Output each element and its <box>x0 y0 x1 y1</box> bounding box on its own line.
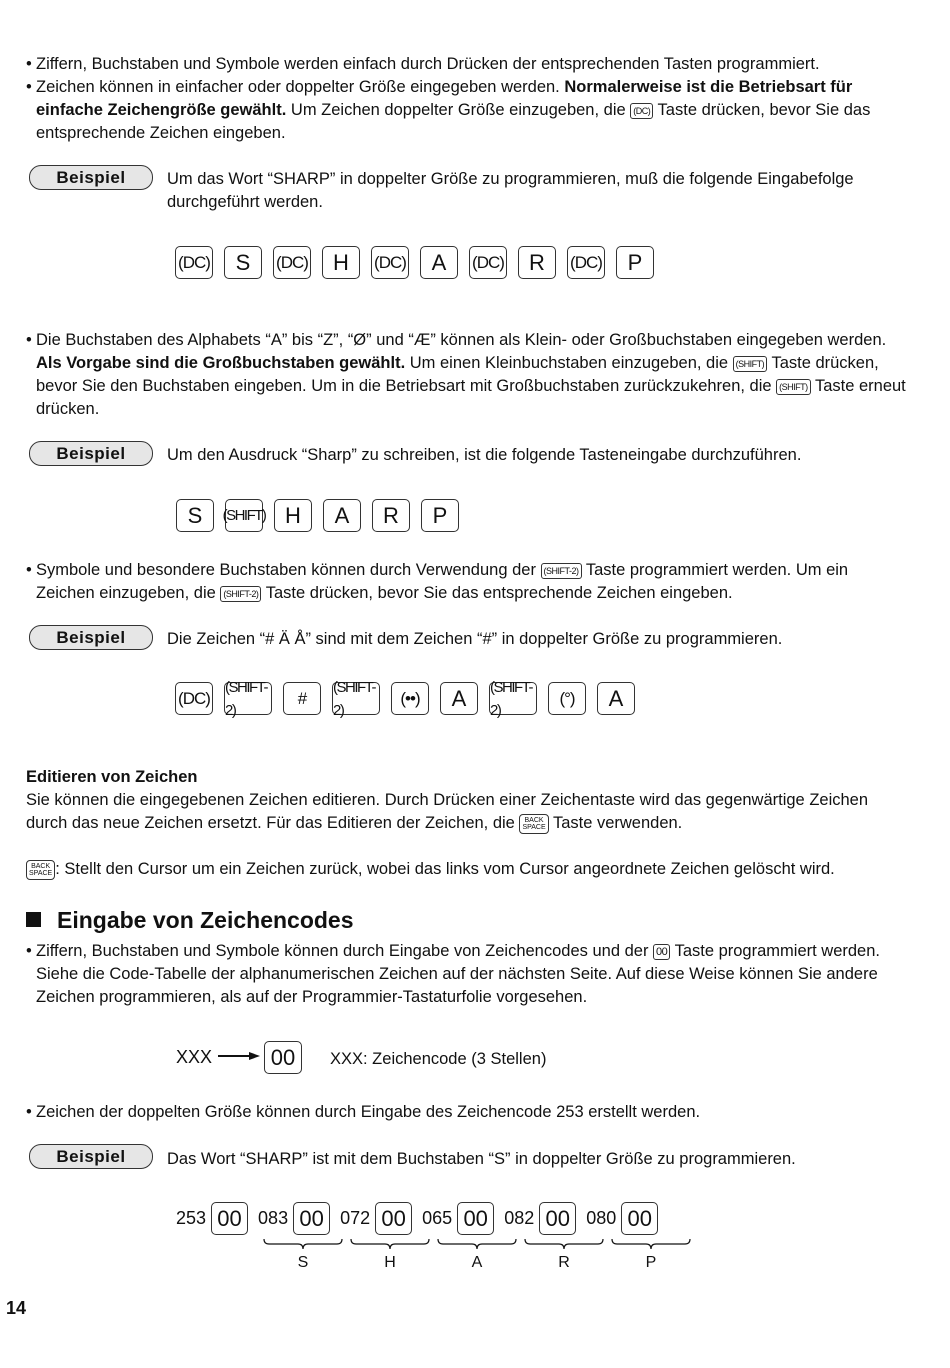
section-title: Eingabe von Zeichencodes <box>26 906 354 934</box>
code-number: 080 <box>586 1208 617 1228</box>
key: (SHIFT-2) <box>332 682 380 715</box>
key: (SHIFT-2) <box>489 682 537 715</box>
key: # <box>283 682 321 715</box>
backspace-description: BACK SPACE : Stellt den Cursor um ein Zeichen zurück, wobei das links vom Cursor angeordnete Zeichen gelöscht wird. <box>26 858 906 881</box>
brace-letter: P <box>645 1254 657 1271</box>
example-badge: Beispiel <box>29 165 153 190</box>
brace-icon <box>524 1238 604 1250</box>
shift2-key-icon: (SHIFT-2) <box>220 586 261 602</box>
key-sequence <box>175 246 665 279</box>
key: A <box>323 499 361 532</box>
key: 00 <box>264 1041 302 1074</box>
key: S <box>224 246 262 279</box>
xxx-description: XXX: Zeichencode (3 Stellen) <box>330 1050 547 1068</box>
code-item <box>258 1202 330 1235</box>
key: P <box>616 246 654 279</box>
example-text: Um den Ausdruck “Sharp” zu schreiben, ist die folgende Tasteneingabe durchzuführen. <box>167 446 802 464</box>
key: (DC) <box>371 246 409 279</box>
example-badge: Beispiel <box>29 441 153 466</box>
shift2-key-icon: (SHIFT-2) <box>541 563 582 579</box>
bullet-text: • Ziffern, Buchstaben und Symbole können durch Eingabe von Zeichencodes und der 00 Taste programmiert werden. Siehe die Code-Tabelle der alphanumerischen Zeichen auf der nächsten Seite. Auf diese Weise können Sie andere Zeichen programmieren, als auf der Programmier-Tastaturfolie vorgesehen. <box>26 940 906 1009</box>
key: A <box>440 682 478 715</box>
brace-letter: S <box>297 1254 309 1271</box>
page-number: 14 <box>6 1298 27 1318</box>
key: S <box>176 499 214 532</box>
key: 00 <box>211 1202 248 1235</box>
key: (°) <box>548 682 586 715</box>
code-item <box>340 1202 412 1235</box>
key: (DC) <box>175 246 213 279</box>
key: 00 <box>293 1202 330 1235</box>
bullet-text: • Die Buchstaben des Alphabets “A” bis “Z”, “Ø” und “Æ” können als Klein- oder Großbuchstaben eingegeben werden. Als Vorgabe sind die Großbuchstaben gewählt. Um einen Kleinbuchstaben einzugeben, die (SHIFT) Taste drücken, bevor Sie den Buchstaben eingeben. Um in die Betriebsart mit Großbuchstaben zurückzukehren, die (SHIFT) Taste erneut drücken. <box>26 329 906 421</box>
bullet-text: • Symbole und besondere Buchstaben können durch Verwendung der (SHIFT-2) Taste programmiert werden. Um ein Zeichen einzugeben, die (SHIFT-2) Taste drücken, bevor Sie das entsprechende Zeichen eingeben. <box>26 559 906 605</box>
brace-letter: H <box>384 1254 396 1271</box>
key-sequence <box>176 499 470 532</box>
brace-letter: A <box>471 1254 483 1271</box>
bullet-text: • Zeichen der doppelten Größe können durch Eingabe des Zeichencode 253 erstellt werden. <box>26 1101 906 1124</box>
key: H <box>322 246 360 279</box>
code-number: 082 <box>504 1208 535 1228</box>
key: P <box>421 499 459 532</box>
key: H <box>274 499 312 532</box>
arrow-right-icon <box>217 1049 261 1063</box>
code-item <box>176 1202 248 1235</box>
key: 00 <box>539 1202 576 1235</box>
brace-icon <box>611 1238 691 1250</box>
code-item <box>586 1202 658 1235</box>
code-sequence <box>176 1202 668 1235</box>
backspace-key-icon: BACK SPACE <box>519 814 548 834</box>
key-sequence <box>175 678 646 719</box>
editing-heading: Editieren von Zeichen <box>26 768 198 786</box>
dc-key-icon: (DC) <box>630 103 653 119</box>
brace-icon <box>263 1238 343 1250</box>
key: (DC) <box>567 246 605 279</box>
square-bullet-icon <box>26 912 41 927</box>
brace-letter: R <box>558 1254 570 1271</box>
code-item <box>504 1202 576 1235</box>
example-text: Um das Wort “SHARP” in doppelter Größe zu programmieren, muß die folgende Eingabefolge durchgeführt werden. <box>167 170 854 211</box>
backspace-key-icon: BACK SPACE <box>26 860 55 880</box>
key: R <box>518 246 556 279</box>
code-item <box>422 1202 494 1235</box>
code-number: 065 <box>422 1208 453 1228</box>
key: (DC) <box>469 246 507 279</box>
xxx-label: XXX <box>176 1047 213 1067</box>
brace-icon <box>437 1238 517 1250</box>
key: (SHIFT-2) <box>224 682 272 715</box>
example-badge: Beispiel <box>29 1144 153 1169</box>
key: (DC) <box>273 246 311 279</box>
key: (DC) <box>175 682 213 715</box>
example-badge: Beispiel <box>29 625 153 650</box>
editing-text: Sie können die eingegebenen Zeichen editieren. Durch Drücken einer Zeichentaste wird das gegenwärtige Zeichen durch das neue Zeichen ersetzt. Für das Editieren der Zeichen, die BACK SPACE Taste verwenden. <box>26 791 869 832</box>
bullet-text: • Ziffern, Buchstaben und Symbole werden einfach durch Drücken der entsprechenden Tasten programmiert. <box>26 53 906 76</box>
code-number: 083 <box>258 1208 289 1228</box>
key: A <box>420 246 458 279</box>
key: 00 <box>375 1202 412 1235</box>
key: 00 <box>457 1202 494 1235</box>
example-text: Das Wort “SHARP” ist mit dem Buchstaben “S” in doppelter Größe zu programmieren. <box>167 1150 796 1168</box>
key: A <box>597 682 635 715</box>
shift-key-icon: (SHIFT) <box>733 356 768 372</box>
example-text: Die Zeichen “# Ä Å” sind mit dem Zeichen “#” in doppelter Größe zu programmieren. <box>167 630 783 648</box>
key: (••) <box>391 682 429 715</box>
key: 00 <box>621 1202 658 1235</box>
key: R <box>372 499 410 532</box>
bullet-text: • Zeichen können in einfacher oder doppelter Größe eingegeben werden. Normalerweise ist die Betriebsart für einfache Zeichengröße gewählt. Um Zeichen doppelter Größe einzugeben, die (DC) Taste drücken, bevor Sie das entsprechende Zeichen eingeben. <box>26 76 906 145</box>
brace-icon <box>350 1238 430 1250</box>
code-number: 253 <box>176 1208 207 1228</box>
key: (SHIFT) <box>225 499 263 532</box>
code-number: 072 <box>340 1208 371 1228</box>
zero-key-icon: 00 <box>653 944 670 960</box>
shift-key-icon: (SHIFT) <box>776 379 811 395</box>
